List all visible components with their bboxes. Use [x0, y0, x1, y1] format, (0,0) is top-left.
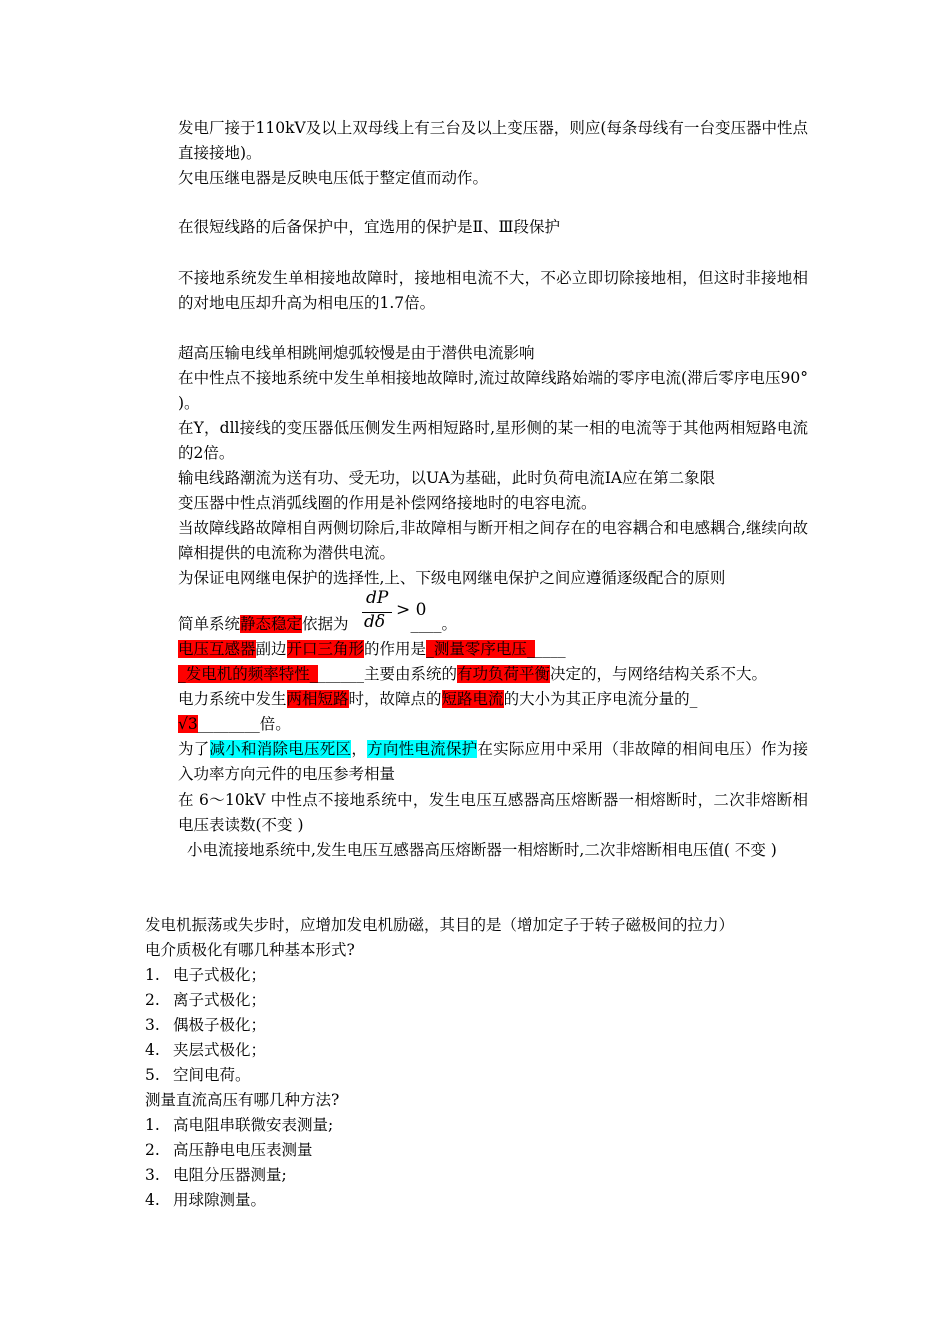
paragraph: 小电流接地系统中,发生电压互感器高压熔断器一相熔断时,二次非熔断相电压值( 不变 ): [187, 841, 777, 859]
list-text: 用球隙测量。: [173, 1191, 267, 1209]
text-run: 电力系统中发生: [178, 690, 287, 708]
highlight-red: 电压互感器: [178, 640, 256, 658]
question: 电介质极化有哪几种基本形式?: [145, 941, 355, 959]
text-run: 的作用是: [364, 640, 427, 658]
paragraph: 变压器中性点消弧线圈的作用是补偿网络接地时的电容电流。: [178, 494, 597, 512]
frequency-line: [178, 662, 808, 687]
text-run: 简单系统: [178, 615, 241, 633]
list-item: [145, 1038, 810, 1063]
paragraph: 发电机振荡或失步时，应增加发电机励磁，其目的是（增加定子于转子磁极间的拉力）: [145, 916, 735, 934]
list-text: 高压静电电压表测量: [173, 1141, 313, 1159]
list-dc-measurement: [145, 1113, 810, 1213]
paragraph: 在很短线路的后备保护中，宜选用的保护是Ⅱ、Ⅲ段保护: [178, 218, 560, 236]
formula-relation: > 0: [396, 600, 427, 620]
formula-denominator: dδ: [364, 612, 386, 632]
dead-zone-line: [178, 737, 808, 787]
highlight-cyan: 减小和消除电压死区: [209, 740, 352, 758]
text-run: ______主要由系统的: [317, 665, 458, 683]
list-item: [145, 963, 810, 988]
highlight-red: 短路电流: [441, 690, 504, 708]
text-run: 决定的，与网络结构关系不大。: [550, 665, 768, 683]
fault-line: [178, 687, 808, 737]
paragraph: 不接地系统发生单相接地故障时，接地相电流不大，不必立即切除接地相，但这时非接地相的对地电压却升高为相电压的1.7倍。: [178, 269, 808, 312]
highlight-red: 静态稳定: [240, 615, 303, 633]
list-item: [145, 988, 810, 1013]
text-run: 。: [441, 615, 458, 633]
text-run: 的大小为其正序电流分量的_: [503, 690, 698, 708]
text-run: 为了: [178, 740, 210, 758]
highlight-red: 两相短路: [286, 690, 349, 708]
question: 测量直流高压有哪几种方法?: [145, 1091, 340, 1109]
list-text: 偶极子极化；: [173, 1016, 267, 1034]
text-run: 在实际应用中采用（非故障的相间电压）作为接入功率方向元件的电压参考相量: [178, 740, 808, 783]
paragraph: 在中性点不接地系统中发生单相接地故障时,流过故障线路始端的零序电流(滞后零序电压90° )。: [178, 369, 808, 412]
text-run: 时，故障点的: [348, 690, 442, 708]
highlight-red: 有功负荷平衡: [457, 665, 551, 683]
list-item: [145, 1013, 810, 1038]
text-run: 副边: [255, 640, 287, 658]
text-run: ，: [351, 740, 368, 758]
list-number: 3.: [145, 1166, 160, 1184]
list-text: 空间电荷。: [173, 1066, 251, 1084]
list-number: 2.: [145, 991, 160, 1009]
list-item: [145, 1063, 810, 1088]
highlight-cyan: 方向性电流保护: [367, 740, 478, 758]
list-text: 电子式极化；: [173, 966, 267, 984]
list-item: [145, 1163, 810, 1188]
list-number: 2.: [145, 1141, 160, 1159]
highlight-red: _发电机的频率特性_: [178, 665, 318, 683]
list-item: [145, 1188, 810, 1213]
list-text: 高电阻串联微安表测量;: [173, 1116, 334, 1134]
stability-line: [178, 612, 808, 637]
list-polarization: [145, 963, 810, 1088]
list-text: 离子式极化；: [173, 991, 267, 1009]
paragraph: 发电厂接于110kV及以上双母线上有三台及以上变压器，则应(每条母线有一台变压器中性点直接接地)。: [178, 119, 808, 162]
text-run: 依据为: [302, 615, 349, 633]
list-number: 1.: [145, 966, 160, 984]
paragraph: 在 6～10kV 中性点不接地系统中，发生电压互感器高压熔断器一相熔断时，二次非熔断相电压表读数(不变 ): [178, 791, 808, 834]
list-number: 3.: [145, 1016, 160, 1034]
list-number: 4.: [145, 1041, 160, 1059]
list-item: [145, 1113, 810, 1138]
paragraph: 在Y，dll接线的变压器低压侧发生两相短路时,星形侧的某一相的电流等于其他两相短路电流的2倍。: [178, 419, 808, 462]
list-text: 夹层式极化；: [173, 1041, 267, 1059]
paragraph: 输电线路潮流为送有功、受无功，以UA为基础，此时负荷电流IA应在第二象限: [178, 469, 716, 487]
text-run: ____: [410, 615, 442, 633]
text-run: ____: [534, 640, 566, 658]
list-number: 1.: [145, 1116, 160, 1134]
paragraph: 欠电压继电器是反映电压低于整定值而动作。: [178, 169, 489, 187]
vt-line: [178, 637, 808, 662]
paragraph: 为保证电网继电保护的选择性,上、下级电网继电保护之间应遵循逐级配合的原则: [178, 569, 726, 587]
highlight-red: √3: [178, 715, 198, 733]
formula-numerator: dP: [366, 588, 389, 608]
list-number: 5.: [145, 1066, 160, 1084]
list-text: 电阻分压器测量;: [173, 1166, 287, 1184]
list-number: 4.: [145, 1191, 160, 1209]
highlight-red: 开口三角形: [286, 640, 365, 658]
highlight-red: _测量零序电压_: [426, 640, 535, 658]
list-item: [145, 1138, 810, 1163]
text-run: ________倍。: [197, 715, 291, 733]
paragraph: 超高压输电线单相跳闸熄弧较慢是由于潜供电流影响: [178, 344, 535, 362]
paragraph: 当故障线路故障相自两侧切除后,非故障相与断开相之间存在的电容耦合和电感耦合,继续向故障相提供的电流称为潜供电流。: [178, 519, 808, 562]
